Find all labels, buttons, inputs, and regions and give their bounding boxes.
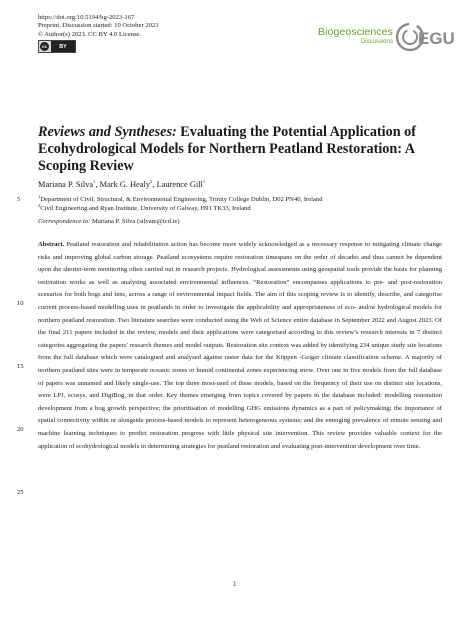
doi-link[interactable]: https://doi.org/10.5194/bg-2023-167 — [38, 14, 135, 21]
correspondence — [38, 218, 180, 225]
title-rest: Evaluating the Potential Application of Ecohydrological Models for Northern Peatland Restoration: A Scoping Review — [38, 124, 416, 174]
abstract-label: Abstract. — [38, 241, 65, 248]
correspondence-label: Correspondence to: — [38, 218, 91, 225]
affiliation-item — [38, 202, 323, 214]
preprint-line: Preprint. Discussion started: 10 October 2023 — [38, 22, 159, 30]
copyright-line: © Author(s) 2023. CC BY 4.0 License. — [38, 30, 142, 38]
author-affil-sup: 2 — [150, 179, 153, 185]
author-list — [38, 180, 205, 189]
author-name: Mariana P. Silva — [38, 180, 94, 189]
line-number: 15 — [17, 363, 24, 370]
title-italic-part: Reviews and Syntheses: — [38, 124, 177, 140]
cc-icon: cc — [40, 42, 49, 51]
affiliation-text: Civil Engineering and Ryan Institute, University of Galway, H91 TK33, Ireland — [40, 204, 251, 212]
author-name: Laurence Gill — [156, 180, 203, 189]
egu-logo-icon — [396, 20, 455, 54]
author-separator: , — [152, 180, 157, 189]
journal-sub: Discussions — [360, 39, 393, 45]
journal-name: Biogeosciences — [318, 26, 393, 38]
affiliation-sup: 1 — [38, 193, 41, 199]
egu-logo-text: EGU — [418, 29, 455, 48]
author-separator: , — [95, 180, 100, 189]
affiliation-sup: 2 — [38, 202, 41, 208]
affiliations — [38, 193, 323, 213]
abstract-text: Peatland restoration and rehabilitation action has become more widely acknowledged as a necessary response to mitigating climate change risks and improving global carbon storage. Peatland ecosystems require restoration timespans on the order of decades and thus cannot be dependent upon the shorter-term monitoring often carried out in research projects. Hydrological assessments using geospatial tools provide the basis for planning restoration works as well as analysing associated environmental influences. “Restoration” encompasses applications to pre- and post-restoration scenarios for both bogs and fens, across a range of environmental impact fields. The aim of this scoping review is to identify, describe, and categorise current process-based modelling uses in peatlands in order to investigate the applicability and appropriateness of eco- and/or hydrological models for northern peatland restoration. Two literature searches were conducted using the Web of Science entire database in September 2022 and August 2023. Of the final 211 papers included in the review, models and their applications were categorised according to this review’s research interests in 7 distinct categories aggregating the papers' research themes and model outputs. Restoration site context was added by identifying 234 unique study site locations from the full database which were catalogued and analysed against raster data for the Köppen -Geiger climate classification scheme. A majority of northern peatland sites were in temperate oceanic zones or humid continental zones experiencing snow. Over one in five models from the full database of papers was unnamed and likely single-use. The top three most-used of these models, based on the frequency of their use on distinct site locations, were LPJ, ecosys, and DigiBog, in that order. Key themes emerging from topics covered by papers in the database included: modelling restoration development from a bog growth perspective; the prioritisation of modelling GHG emissions dynamics as a part of policymaking; the importance of spatial connectivity within or alongside process-based models to represent heterogeneous systems; and the emerging prevalence of remote sensing and machine learning techniques to predict restoration progress with little physical site intervention. This review provides valuable context for the application of ecohydrological models in determining strategies for peatland restoration and evaluating post-intervention development over time. — [38, 241, 442, 450]
line-number: 25 — [17, 489, 24, 496]
author-affil-sup: 1 — [202, 179, 206, 185]
line-number: 10 — [17, 300, 24, 307]
line-number: 5 — [17, 196, 21, 203]
by-icon: BY — [51, 41, 75, 52]
journal-logo — [318, 26, 393, 45]
affiliation-text: Department of Civil, Structural, & Environmental Engineering, Trinity College Dublin, D02 PN40, Ireland — [40, 196, 323, 203]
author-name: Mark G. Healy — [99, 180, 151, 189]
correspondence-text: Mariana P. Silva (silvam@tcd.ie) — [90, 218, 180, 225]
cc-by-badge-icon[interactable] — [38, 40, 76, 53]
abstract — [38, 239, 442, 453]
paper-title — [38, 124, 438, 175]
line-number: 20 — [17, 426, 24, 433]
header-meta — [38, 14, 159, 53]
page-number: 1 — [233, 580, 237, 588]
author-affil-sup: 1 — [93, 179, 96, 185]
